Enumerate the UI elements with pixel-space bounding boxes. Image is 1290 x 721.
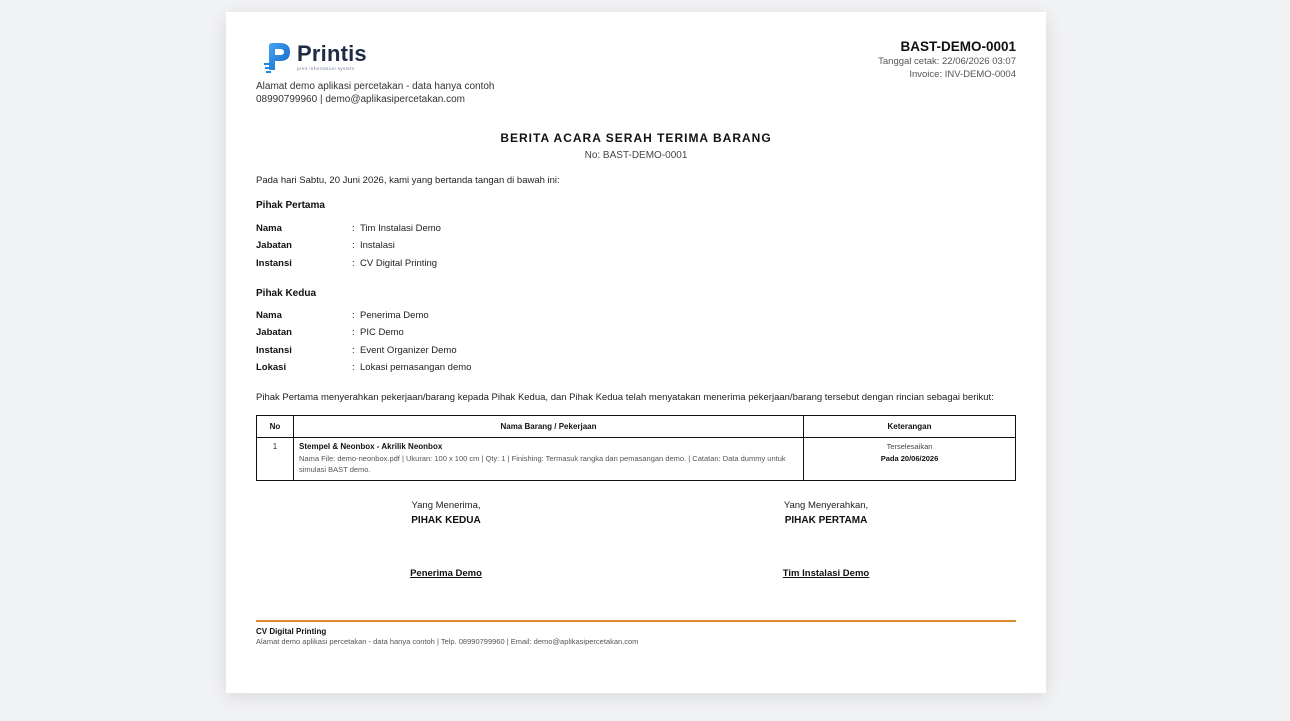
- kv-value: Event Organizer Demo: [360, 345, 457, 356]
- kv-colon: :: [352, 310, 355, 321]
- handover-statement: Pihak Pertama menyerahkan pekerjaan/barang kepada Pihak Kedua, dan Pihak Kedua telah menyatakan menerima pekerjaan/barang tersebut dengan rincian sebagai berikut:: [256, 392, 994, 403]
- kv-value: Tim Instalasi Demo: [360, 223, 441, 234]
- printis-logo-icon: [263, 40, 293, 74]
- first-party-institution-row: [256, 258, 437, 269]
- document-number: BAST-DEMO-0001: [900, 39, 1016, 54]
- document-page: [226, 12, 1046, 693]
- footer-divider: [256, 620, 1016, 622]
- kv-label: Instansi: [256, 345, 292, 356]
- column-header-note: Keterangan: [804, 416, 1016, 438]
- column-header-no: No: [257, 416, 294, 438]
- logo-name: Printis: [297, 40, 367, 66]
- cell-note: [804, 438, 1016, 481]
- item-detail: Nama File: demo-neonbox.pdf | Ukuran: 100 x 100 cm | Qty: 1 | Finishing: Termasuk rangka dan pemasangan demo. | Catatan: Data dummy untuk simulasi BAST demo.: [299, 454, 786, 475]
- deliverer-signature-block: [706, 500, 946, 579]
- kv-label: Nama: [256, 223, 282, 234]
- print-date: Tanggal cetak: 22/06/2026 03:07: [878, 56, 1016, 67]
- second-party-name-row: [256, 310, 429, 321]
- intro-text: Pada hari Sabtu, 20 Juni 2026, kami yang bertanda tangan di bawah ini:: [256, 175, 560, 186]
- kv-value: Lokasi pemasangan demo: [360, 362, 472, 373]
- invoice-reference: Invoice: INV-DEMO-0004: [909, 69, 1016, 80]
- company-address: Alamat demo aplikasi percetakan - data hanya contoh: [256, 81, 495, 92]
- receiver-role: PIHAK KEDUA: [411, 515, 481, 526]
- item-name: Stempel & Neonbox - Akrilik Neonbox: [299, 442, 443, 451]
- kv-colon: :: [352, 345, 355, 356]
- document-subtitle: No: BAST-DEMO-0001: [584, 150, 688, 161]
- receiver-name: Penerima Demo: [410, 568, 482, 579]
- kv-label: Jabatan: [256, 327, 292, 338]
- deliverer-name: Tim Instalasi Demo: [782, 568, 870, 579]
- cell-no: 1: [257, 438, 294, 481]
- item-completion-date: Pada 20/06/2026: [880, 454, 939, 463]
- kv-value: Penerima Demo: [360, 310, 429, 321]
- kv-label: Instansi: [256, 258, 292, 269]
- kv-colon: :: [352, 327, 355, 338]
- kv-label: Lokasi: [256, 362, 287, 373]
- kv-value: PIC Demo: [360, 327, 404, 338]
- receiver-caption: Yang Menerima,: [411, 500, 481, 511]
- table-header-row: [257, 416, 1016, 438]
- receiver-signature-block: [326, 500, 566, 579]
- document-title: BERITA ACARA SERAH TERIMA BARANG: [500, 131, 772, 145]
- kv-value: Instalasi: [360, 240, 395, 251]
- items-table: [256, 415, 1016, 481]
- kv-colon: :: [352, 223, 355, 234]
- second-party-institution-row: [256, 345, 457, 356]
- company-logo: [263, 40, 367, 74]
- document-content: [256, 12, 1016, 693]
- kv-label: Jabatan: [256, 240, 292, 251]
- footer-company: CV Digital Printing: [256, 627, 327, 636]
- first-party-position-row: [256, 240, 395, 251]
- deliverer-caption: Yang Menyerahkan,: [783, 500, 869, 511]
- kv-colon: :: [352, 240, 355, 251]
- kv-colon: :: [352, 362, 355, 373]
- logo-tagline: print information system: [297, 65, 355, 71]
- kv-label: Nama: [256, 310, 282, 321]
- table-row: [257, 438, 1016, 481]
- kv-value: CV Digital Printing: [360, 258, 438, 269]
- cell-item: [294, 438, 804, 481]
- second-party-title: Pihak Kedua: [256, 288, 317, 299]
- second-party-position-row: [256, 327, 404, 338]
- footer-info: Alamat demo aplikasi percetakan - data hanya contoh | Telp. 08990799960 | Email: demo@aplikasipercetakan.com: [256, 637, 639, 646]
- company-contact: 08990799960 | demo@aplikasipercetakan.com: [256, 94, 465, 105]
- first-party-name-row: [256, 223, 441, 234]
- item-status: Terselesaikan: [886, 442, 933, 451]
- second-party-location-row: [256, 362, 471, 373]
- kv-colon: :: [352, 258, 355, 269]
- first-party-title: Pihak Pertama: [256, 200, 325, 211]
- deliverer-role: PIHAK PERTAMA: [784, 515, 868, 526]
- column-header-item: Nama Barang / Pekerjaan: [294, 416, 804, 438]
